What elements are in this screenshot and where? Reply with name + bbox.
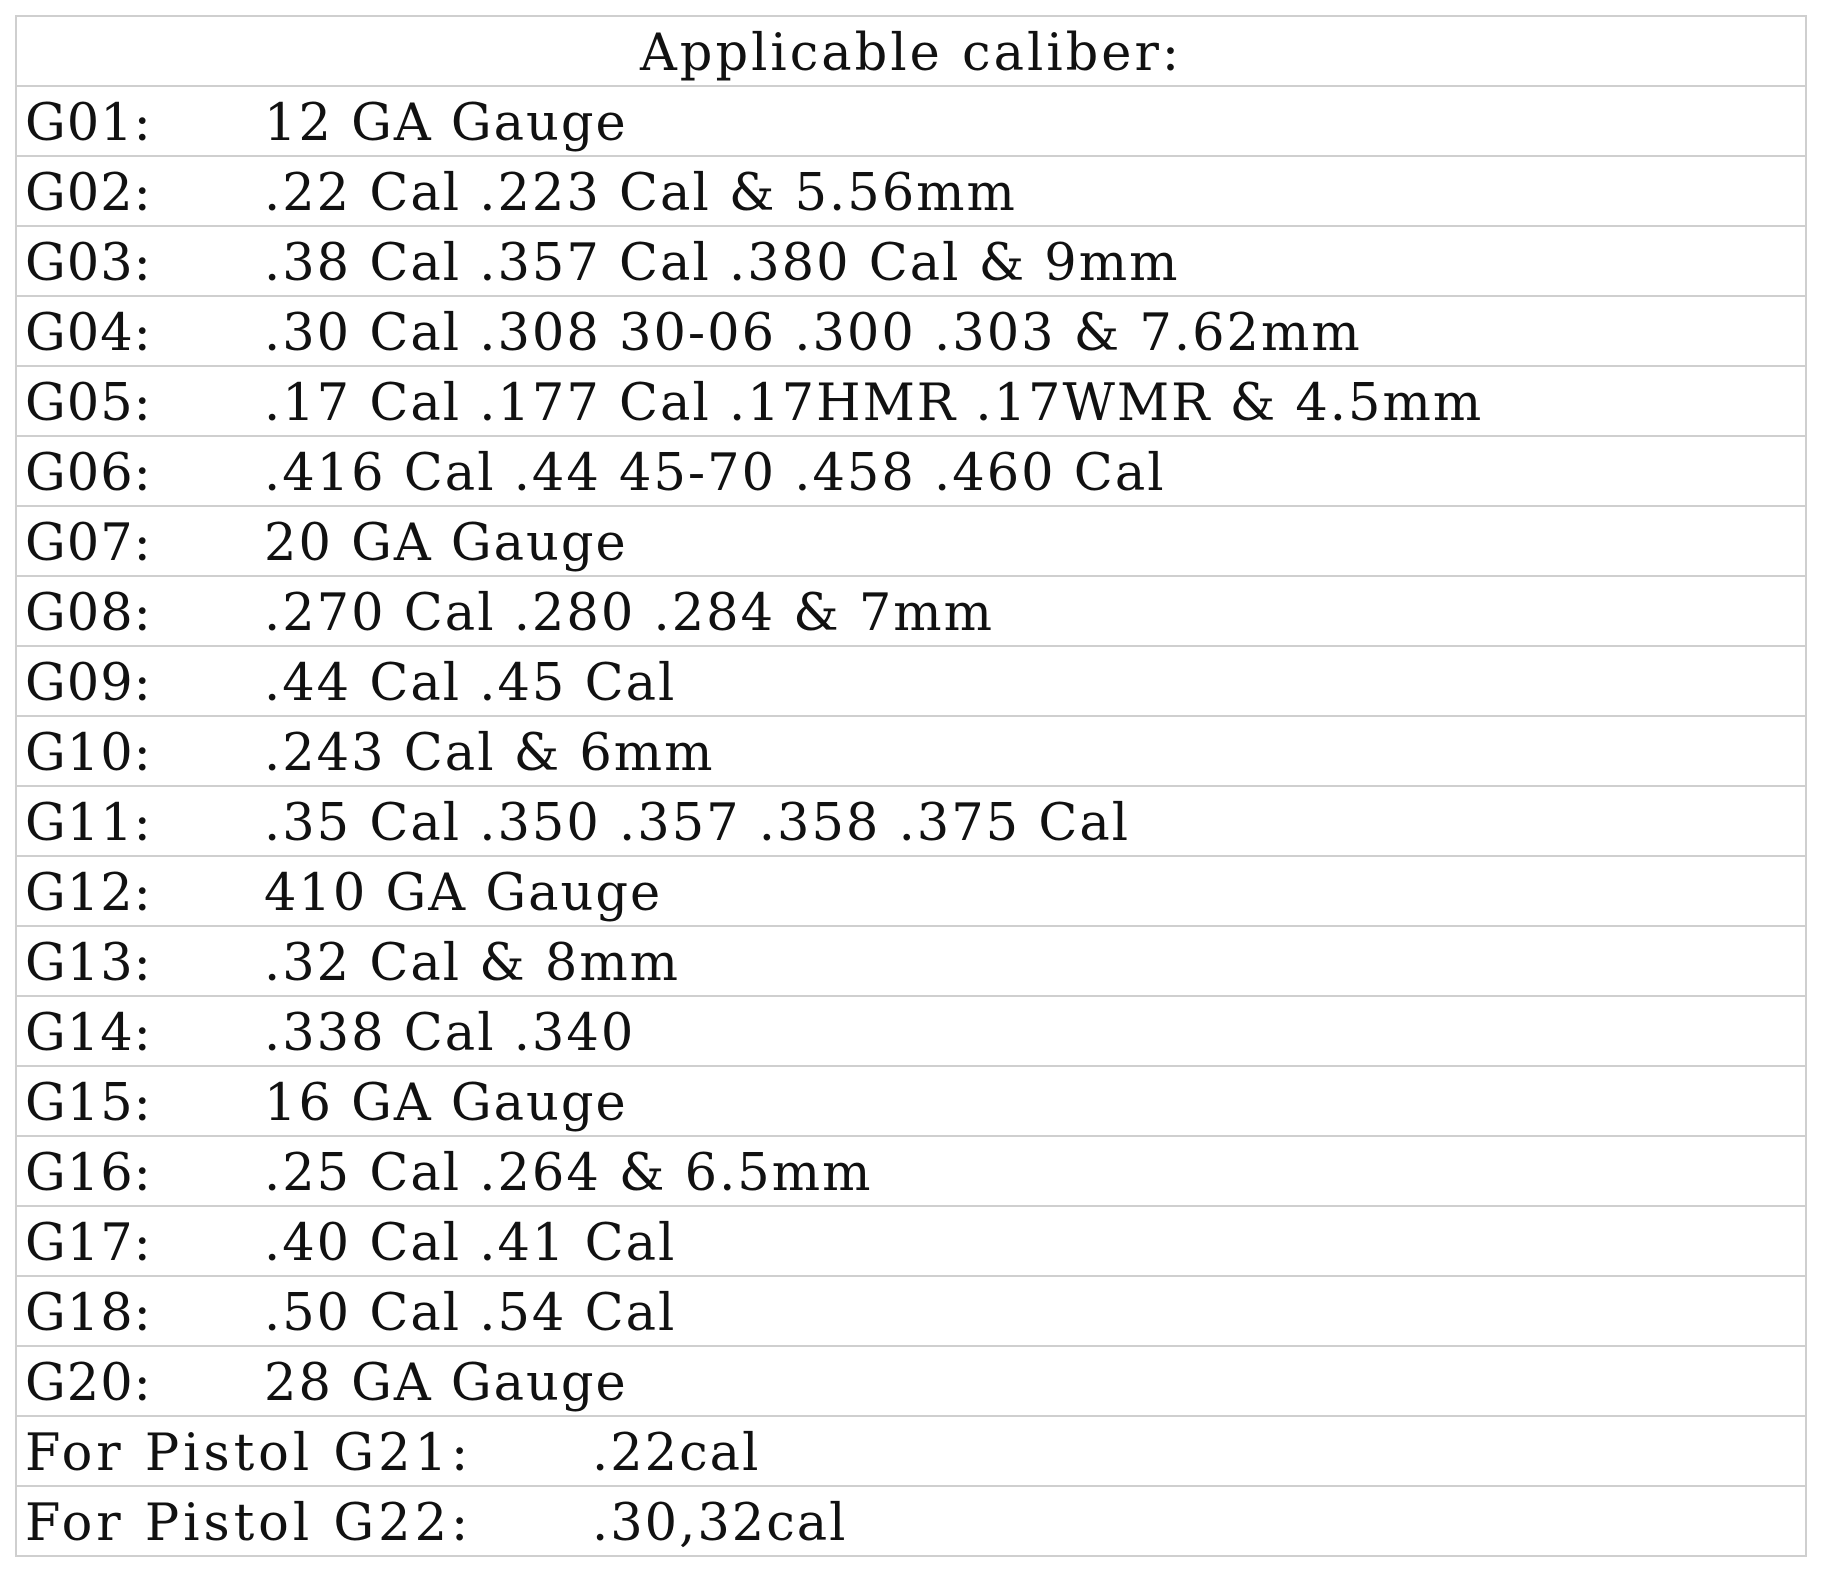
table-row [17,1277,1805,1347]
row-caliber: .35 Cal .350 .357 .358 .375 Cal [264,794,1131,853]
pistol-row-code: For Pistol G22: [25,1494,473,1553]
row-caliber: .32 Cal & 8mm [264,934,681,993]
row-caliber: .416 Cal .44 45-70 .458 .460 Cal [264,444,1166,503]
table-row [17,87,1805,157]
table-row [17,857,1805,927]
row-caliber: .44 Cal .45 Cal [264,654,677,713]
row-code: G18: [25,1284,152,1343]
table-row [17,1067,1805,1137]
row-caliber: .40 Cal .41 Cal [264,1214,677,1273]
pistol-row-code: For Pistol G21: [25,1424,473,1483]
row-caliber: .30 Cal .308 30-06 .300 .303 & 7.62mm [264,304,1362,363]
row-code: G12: [25,864,152,923]
pistol-row [17,1487,1805,1557]
table-row [17,157,1805,227]
row-caliber: 16 GA Gauge [264,1074,628,1133]
row-code: G08: [25,584,152,643]
table-row [17,437,1805,507]
row-caliber: .25 Cal .264 & 6.5mm [264,1144,873,1203]
row-caliber: 12 GA Gauge [264,94,628,153]
row-code: G06: [25,444,152,503]
row-code: G17: [25,1214,152,1273]
row-code: G09: [25,654,152,713]
table-row [17,1137,1805,1207]
table-row [17,577,1805,647]
table-row [17,717,1805,787]
row-code: G11: [25,794,152,853]
row-caliber: 20 GA Gauge [264,514,628,573]
row-code: G03: [25,234,152,293]
table-row [17,297,1805,367]
row-caliber: .50 Cal .54 Cal [264,1284,677,1343]
row-code: G13: [25,934,152,993]
row-code: G14: [25,1004,152,1063]
pistol-row-caliber: .30,32cal [592,1494,848,1553]
row-code: G20: [25,1354,152,1413]
row-caliber: .338 Cal .340 [264,1004,636,1063]
row-caliber: .17 Cal .177 Cal .17HMR .17WMR & 4.5mm [264,374,1484,433]
table-row [17,997,1805,1067]
row-caliber: 410 GA Gauge [264,864,663,923]
row-caliber: .38 Cal .357 Cal .380 Cal & 9mm [264,234,1180,293]
row-code: G07: [25,514,152,573]
pistol-row [17,1417,1805,1487]
row-code: G16: [25,1144,152,1203]
caliber-table [15,15,1807,1557]
table-row [17,647,1805,717]
table-row [17,1347,1805,1417]
row-caliber: 28 GA Gauge [264,1354,628,1413]
table-row [17,367,1805,437]
table-row [17,787,1805,857]
row-caliber: .243 Cal & 6mm [264,724,715,783]
table-row [17,1207,1805,1277]
row-code: G10: [25,724,152,783]
row-code: G05: [25,374,152,433]
table-title: Applicable caliber: [17,17,1805,87]
row-code: G02: [25,164,152,223]
table-row [17,227,1805,297]
pistol-row-caliber: .22cal [592,1424,761,1483]
table-row [17,507,1805,577]
row-caliber: .270 Cal .280 .284 & 7mm [264,584,995,643]
row-code: G04: [25,304,152,363]
row-caliber: .22 Cal .223 Cal & 5.56mm [264,164,1017,223]
table-row [17,927,1805,997]
row-code: G01: [25,94,152,153]
row-code: G15: [25,1074,152,1133]
